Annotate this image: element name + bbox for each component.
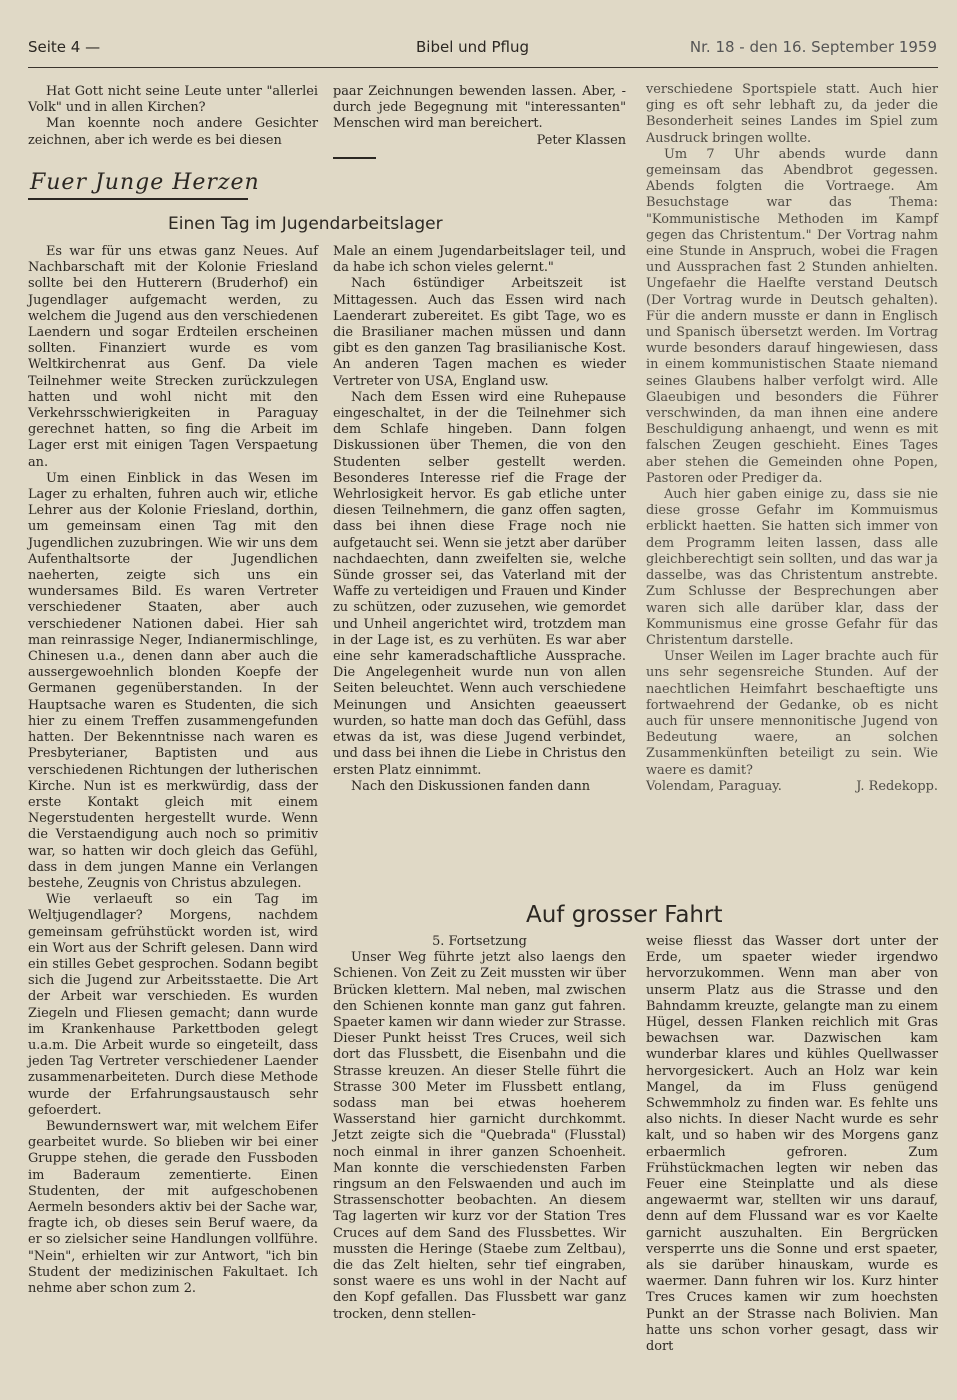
paragraph: verschiedene Sportspiele statt. Auch hier ging es oft sehr lebhaft zu, da jeder die Besonderheit seines Landes im Spiel zum Ausdruck bringen wollte. (646, 82, 938, 146)
article1-col2 (333, 244, 626, 795)
paragraph: Nach dem Essen wird eine Ruhepause eingeschaltet, in der die Teilnehmer sich dem Schlafe hingeben. Dann folgen Diskussionen über Themen, die von den Studenten selber gestellt werden. Besonderes Interesse rief die Frage der Wehrlosigkeit hervor. Es gab etliche unter diesen Teilnehmern, die ganz offen sagten, dass bei ihnen diese Frage noch nie aufgetaucht sei. Wenn sie jetzt aber darüber nachdaechten, dann zweifelten sie, welche Sünde grosser sei, das Vaterland mit der Waffe zu verteidigen und Frauen und Kinder zu schützen, oder zuzusehen, wie gemordet und Unheil angerichtet wird, trotzdem man in der Lage ist, es zu verhüten. Es war aber eine sehr kameradschaftliche Aussprache. Die Angelegenheit wurde nun von allen Seiten beleuchtet. Wenn auch verschiedene Meinungen und Ansichten geaeussert wurden, so hatte man doch das Gefühl, dass etwas da ist, was diese Jugend verbindet, und dass bei ihnen die Liebe in Christus den ersten Platz einnimmt. (333, 389, 626, 778)
paragraph: weise fliesst das Wasser dort unter der Erde, um spaeter wieder irgendwo hervorzukommen. Wenn man aber von unserm Platz aus die Strasse und den Bahndamm kreuzte, gelangte man zu einem Hügel, dessen Flanken reichlich mit Gras bewachsen war. Dazwischen kam wunderbar klares und kühles Quellwasser hervorgesickert. Auch an Holz war kein Mangel, da im Fluss genügend Schwemmholz zu finden war. Es fehlte uns also nichts. In dieser Nacht wurde es sehr kalt, und so haben wir des Morgens ganz erbaermlich gefroren. Zum Frühstückmachen legten wir neben das Feuer eine Steinplatte und als diese angewaermt war, stellten wir uns darauf, denn auf dem Flussand war es vor Kaelte garnicht auszuhalten. Ein Bergrücken versperrte uns die Sonne und erst spaeter, als sie darüber hinauskam, wurde es waermer. Dann fuhren wir los. Kurz hinter Tres Cruces kamen wir zum hoechsten Punkt an der Strasse nach Bolivien. Man hatte uns schon vorher gesagt, dass wir dort (646, 934, 938, 1355)
paragraph: Auch hier gaben einige zu, dass sie nie diese grosse Gefahr im Kommuismus erblickt haetten. Sie hatten sich immer von dem Programm leiten lassen, dass alle gleichberechtigt sein sollten, und das war ja dasselbe, was das Christentum anstrebte. Zum Schlusse der Besprechungen aber waren sich alle darüber klar, dass der Kommunismus eine grosse Gefahr für das Christentum darstelle. (646, 487, 938, 648)
paragraph: Um einen Einblick in das Wesen im Lager zu erhalten, fuhren auch wir, etliche Lehrer aus der Kolonie Friesland, dorthin, um gemeinsam einen Tag mit den Jugendlichen zuzubringen. Wie wir uns dem Aufenthaltsorte der Jugendlichen naeherten, zeigte sich uns ein wundersames Bild. Es waren Vertreter verschiedener Staaten, aber auch verschiedener Nationen dabei. Hier sah man reinrassige Neger, Indianermischlinge, Chinesen u.a., denen dann aber auch die aussergewoehnlich blonden Koepfe der Germanen gegenüberstanden. In der Hauptsache waren es Studenten, die sich hier zu einem Treffen zusammengefunden hatten. Der Bekenntnisse nach waren es Presbyterianer, Baptisten und aus verschiedenen Richtungen der lutherischen Kirche. Nun ist es merkwürdig, dass der erste Kontakt gleich mit einem Negerstudenten hergestellt wurde. Wenn die Verstaendigung auch noch so primitiv war, so hatten wir doch gleich das Gefühl, dass in dem jungen Manne ein Verlangen bestehe, Zeugnis von Christus abzulegen. (28, 470, 318, 891)
paragraph: paar Zeichnungen bewenden lassen. Aber, - durch jede Begegnung mit "interessanten" Menschen wird man bereichert. (333, 84, 626, 132)
top-article-col2 (333, 84, 626, 149)
section-title: Fuer Junge Herzen (30, 170, 260, 195)
paragraph: Es war für uns etwas ganz Neues. Auf Nachbarschaft mit der Kolonie Friesland sollte bei den Hutterern (Bruderhof) ein Jugendlager aufgemacht werden, zu welchem die Jugend aus den verschiedenen Laendern und sogar Erdteilen erscheinen sollten. Finanziert wurde es vom Weltkirchenrat aus Genf. Da viele Teilnehmer weite Strecken zurückzulegen hatten und wohl nicht mit den Verkehrsschwierigkeiten in Paraguay gerechnet hatten, so fing die Arbeit im Lager erst mit einigen Tagen Verspaetung an. (28, 244, 318, 470)
page-number: Seite 4 — (28, 38, 101, 56)
paragraph: Unser Weg führte jetzt also laengs den Schienen. Von Zeit zu Zeit mussten wir über Brücken klettern. Mal neben, mal zwischen den Schienen konnte man ganz gut fahren. Spaeter kamen wir dann wieder zur Strasse. Dieser Punkt heisst Tres Cruces, weil sich dort das Flussbett, die Eisenbahn und die Strasse kreuzen. An dieser Stelle führt die Strasse 300 Meter im Flussbett entlang, sodass man bei etwas hoeherem Wasserstand hier garnicht durchkommt. Jetzt zeigte sich die "Quebrada" (Flusstal) noch einmal in ihrer ganzen Schoenheit. Man konnte die verschiedensten Farben ringsum an den Felswaenden und auch im Strassenschotter beobachten. An diesem Tag lagerten wir kurz vor der Station Tres Cruces auf dem Sand des Flussbettes. Wir mussten die Heringe (Staebe zum Zeltbau), die das Zelt hielten, sehr tief eingraben, sonst waere es uns wohl in der Nacht auf den Kopf gefallen. Das Flussbett war ganz trocken, denn stellen- (333, 950, 626, 1322)
author: J. Redekopp. (856, 778, 938, 794)
paragraph: Nach den Diskussionen fanden dann (351, 778, 591, 794)
installment-label: 5. Fortsetzung (432, 934, 527, 949)
article1-col1 (28, 244, 318, 1297)
paragraph: Male an einem Jugendarbeitslager teil, und da habe ich schon vieles gelernt." (333, 244, 626, 276)
paragraph: Man koennte noch andere Gesichter zeichnen, aber ich werde es bei diesen (28, 116, 318, 148)
article-title: Auf grosser Fahrt (526, 902, 723, 928)
page-header (28, 38, 937, 64)
signature-line (646, 779, 938, 795)
paragraph: Unser Weilen im Lager brachte auch für uns sehr segensreiche Stunden. Auf der naechtlichen Heimfahrt beschaeftigte uns fortwaehrend der Gedanke, ob es nicht auch für unsere mennonitische Jugend von Bedeutung waere, an solchen Zusammenkünften beteiligt zu sein. Wie waere es damit? (646, 649, 938, 778)
article2-col3 (646, 934, 938, 1355)
newspaper-title: Bibel und Pflug (416, 38, 529, 56)
article-title: Einen Tag im Jugendarbeitslager (168, 214, 443, 234)
issue-date: Nr. 18 - den 16. September 1959 (689, 38, 937, 56)
paragraph: Wie verlaeuft so ein Tag im Weltjugendlager? Morgens, nachdem gemeinsam gefrühstückt worden ist, wird ein Wort aus der Schrift gelesen. Dann wird ein stilles Gebet gesprochen. Sodann begibt sich die Jugend zur Arbeitsstaette. Die Art der Arbeit war verschieden. Es wurden Ziegeln und Fliesen gemacht; dann wurde im Krankenhause Parkettboden gelegt u.a.m. Die Arbeit wurde so eingeteilt, dass jeden Tag Vertreter verschiedener Laender zusammenarbeiteten. Durch diese Methode wurde der Erfahrungsaustausch sehr gefoerdert. (28, 892, 318, 1118)
paragraph: Nach 6stündiger Arbeitszeit ist Mittagessen. Auch das Essen wird nach Laenderart zubereitet. Es gibt Tage, wo es die Brasilianer machen müssen und dann gibt es den ganzen Tag brasilianische Kost. An anderen Tagen machen es wieder Vertreter von USA, England usw. (333, 276, 626, 389)
author: Peter Klassen (536, 132, 626, 148)
place: Volendam, Paraguay. (646, 778, 782, 794)
header-rule (28, 67, 938, 68)
article1-col3 (646, 82, 938, 795)
top-article-col1 (28, 84, 318, 149)
article2-col2 (333, 934, 626, 1323)
paragraph: Bewundernswert war, mit welchem Eifer gearbeitet wurde. So blieben wir bei einer Gruppe stehen, die gerade den Fussboden im Baderaum zementierte. Einen Studenten, der mit aufgeschobenen Aermeln besonders aktiv bei der Sache war, fragte ich, ob dieses sein Beruf waere, da er so zielsicher seine Handlungen vollführe. "Nein", erhielten wir zur Antwort, "ich bin Student der medizinischen Fakultaet. Ich nehme aber schon zum 2. (28, 1118, 318, 1296)
paragraph: Hat Gott nicht seine Leute unter "allerlei Volk" und in allen Kirchen? (28, 84, 318, 116)
divider (333, 157, 376, 159)
section-underline (28, 198, 248, 200)
paragraph: Um 7 Uhr abends wurde dann gemeinsam das Abendbrot gegessen. Abends folgten die Vortraege. Am Besuchstage war das Thema: "Kommunistische Methoden im Kampf gegen das Christentum." Der Vortrag nahm eine Stunde in Anspruch, wobei die Fragen und Aussprachen fast 2 Stunden anhielten. Ungefaehr die Haelfte verstand Deutsch (Der Vortrag wurde in Deutsch gehalten). Für die andern musste er dann in Englisch und Spanisch übersetzt werden. Im Vortrag wurde besonders darauf hingewiesen, dass in einem kommunistischen Staate niemand seines Glaubens halber verfolgt wird. Alle Glaeubigen und besonders die Führer verschwinden, da man ihnen eine andere Beschuldigung anhaengt, und wenn es mit falschen Zeugen geschieht. Eines Tages aber stehen die Gemeinden ohne Popen, Pastoren oder Prediger da. (646, 146, 938, 486)
